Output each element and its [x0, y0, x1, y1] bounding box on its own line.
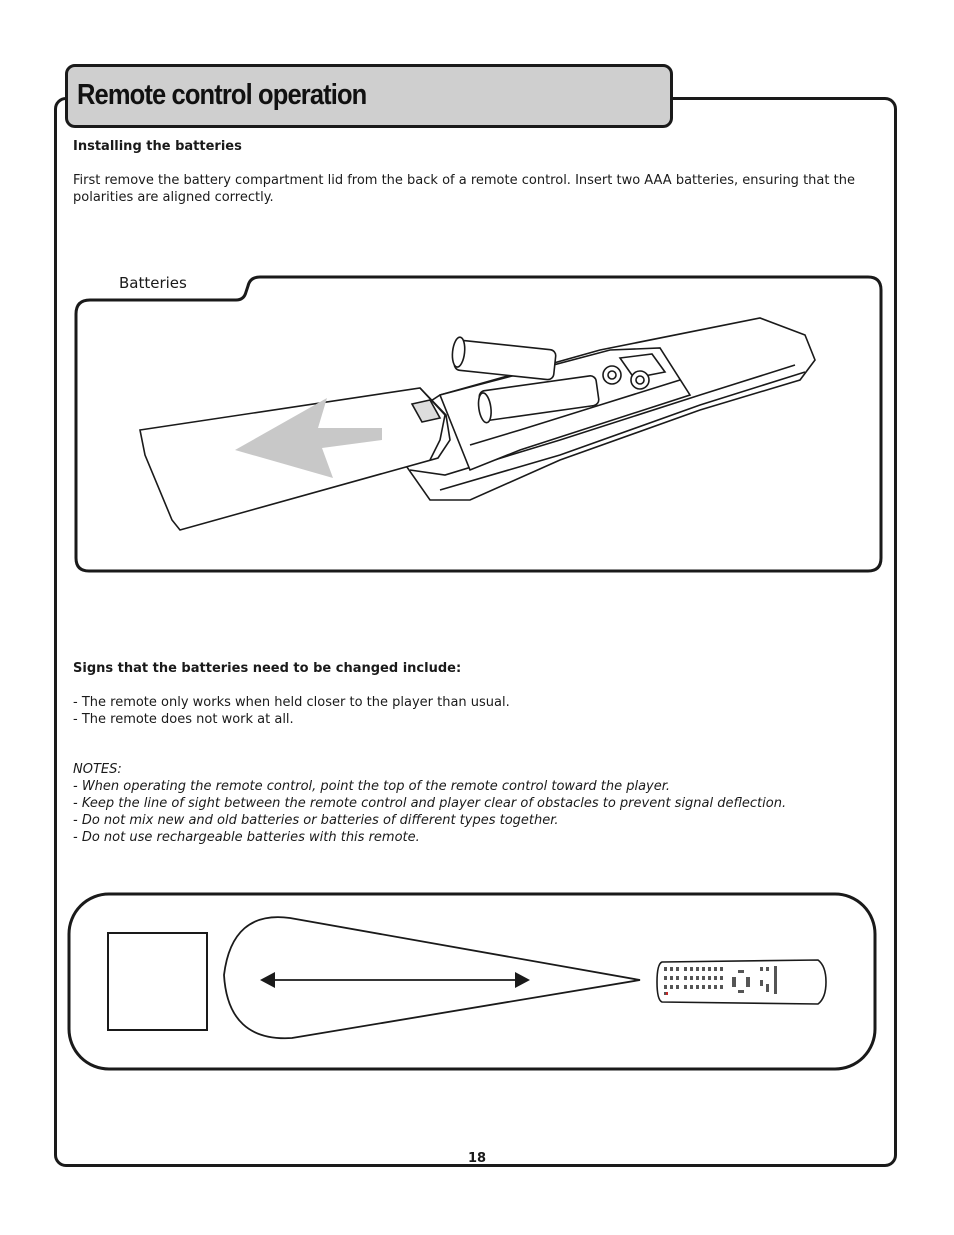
notes-item: - Do not use rechargeable batteries with this remote.	[73, 830, 420, 845]
signs-item: - The remote does not work at all.	[73, 712, 294, 727]
install-body-line-1: First remove the battery compartment lid from the back of a remote control. Insert two AAA batteries, ensuring that the	[73, 173, 855, 188]
install-heading: Installing the batteries	[73, 139, 242, 154]
notes-heading: NOTES:	[73, 762, 122, 777]
signs-heading: Signs that the batteries need to be changed include:	[73, 661, 462, 676]
page-title: Remote control operation	[77, 79, 367, 111]
batteries-label: Batteries	[119, 274, 187, 292]
install-body-line-2: polarities are aligned correctly.	[73, 190, 274, 205]
notes-item: - Do not mix new and old batteries or batteries of different types together.	[73, 813, 559, 828]
player-box	[108, 933, 207, 1030]
notes-item: - When operating the remote control, point the top of the remote control toward the player.	[73, 779, 671, 794]
line-of-sight-figure	[0, 880, 954, 1080]
batteries-figure	[0, 0, 954, 600]
remote-control-illustration	[657, 960, 826, 1004]
page-number: 18	[467, 1151, 487, 1166]
signs-item: - The remote only works when held closer to the player than usual.	[73, 695, 510, 710]
notes-item: - Keep the line of sight between the remote control and player clear of obstacles to prevent signal deflection.	[73, 796, 787, 811]
signal-cone	[224, 917, 640, 1038]
